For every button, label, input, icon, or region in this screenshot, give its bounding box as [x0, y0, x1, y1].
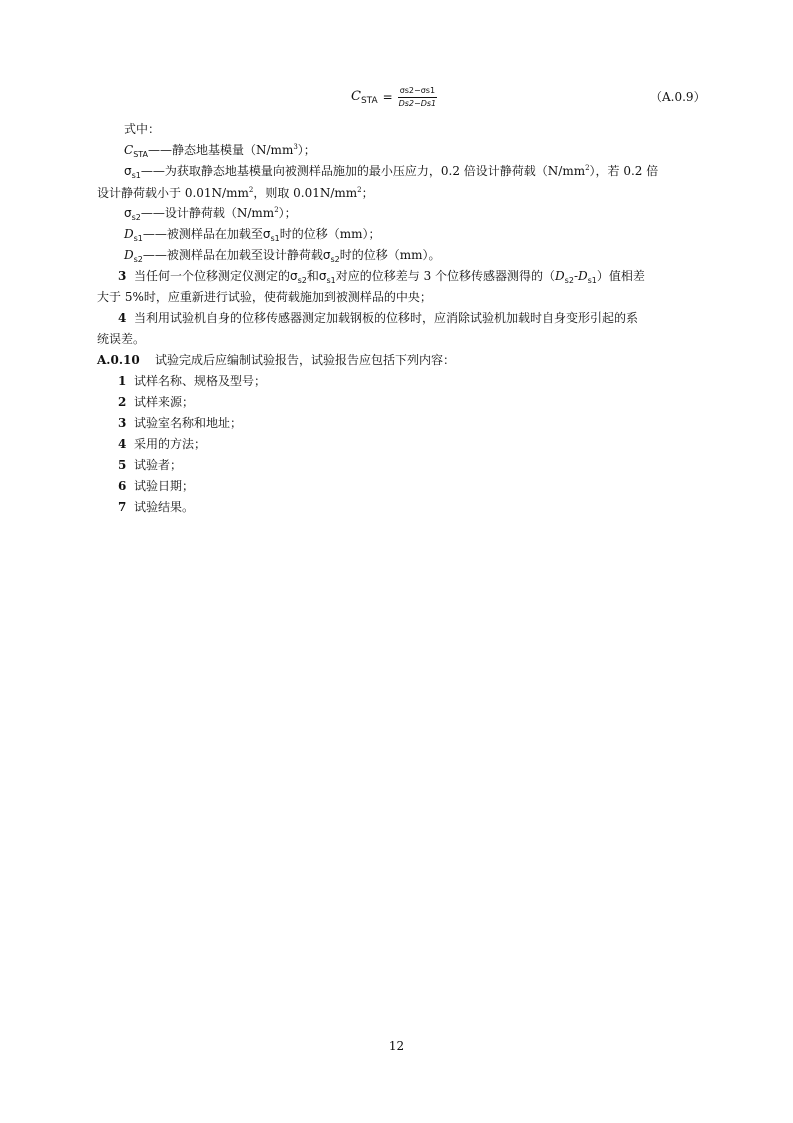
section-a-0-10: [0, 352, 793, 368]
formula-fraction: [398, 86, 437, 109]
clause-item-4: 4 当利用试验机自身的位移传感器测定加载钢板的位移时，应消除试验机加载时自身变形引起的系: [118, 311, 639, 325]
report-item: 7 试验结果。: [118, 500, 195, 514]
page-number: 12: [388, 1039, 405, 1053]
clause-item-3: 3 当任何一个位移测定仪测定的$\sigma_{s2}$和$\sigma_{s1}$对应的位移差与 3 个位移传感器测得的$(D_{s2}-D_{s1})$值相差: [118, 269, 645, 285]
report-item: 5 试验者；: [118, 458, 183, 472]
definition-sigma-s1-cont: 设计静荷载小于 $0.01N/mm^2$，则取 $0.01N/mm^2$；: [97, 186, 374, 200]
report-item: 2 试样来源；: [118, 395, 195, 409]
clause-item-3-cont: 大于 5%时，应重新进行试验，使荷载施加到被测样品的中央；: [97, 290, 432, 304]
report-item: 6 试验日期；: [118, 479, 195, 493]
section-label: A.0.10: [97, 353, 140, 367]
definition-sigma-s2: $\sigma_{s2}——$设计静荷载$(N/mm^2)$；: [124, 206, 297, 222]
definition-d-s1: $D_{s1}——$被测样品在加载至$\sigma_{s1}$时的位移（mm）；: [124, 227, 381, 243]
report-item: 3 试验室名称和地址；: [118, 416, 243, 430]
section-text: 试验完成后应编制试验报告，试验报告应包括下列内容：: [154, 353, 455, 367]
formula-numerator: σs2−σs1: [398, 86, 437, 98]
clause-item-4-cont: 统误差。: [97, 332, 146, 346]
formula-denominator: Ds2−Ds1: [398, 98, 437, 108]
definition-c-sta: $C_{STA}——$静态地基模量$(N/mm^3)$；: [124, 143, 316, 159]
definition-sigma-s1: $\sigma_{s1}——$为获取静态地基模量向被测样品施加的最小压应力，0.2 倍设计静荷载$(N/mm^2)$，若 0.2 倍: [124, 164, 659, 180]
report-item: 1 试样名称、规格及型号；: [118, 374, 267, 388]
where-label: 式中：: [124, 122, 161, 136]
report-item: 4 采用的方法；: [118, 437, 207, 451]
formula-lhs: $C_{STA}$: [351, 88, 378, 106]
definition-d-s2: $D_{s2}——$被测样品在加载至设计静荷载$\sigma_{s2}$时的位移（mm）。: [124, 248, 441, 264]
equation-number: （A.0.9）: [650, 90, 706, 104]
formula-expression: [351, 84, 437, 110]
formula-a-0-9: [0, 84, 793, 112]
formula-equals: =: [382, 90, 393, 104]
